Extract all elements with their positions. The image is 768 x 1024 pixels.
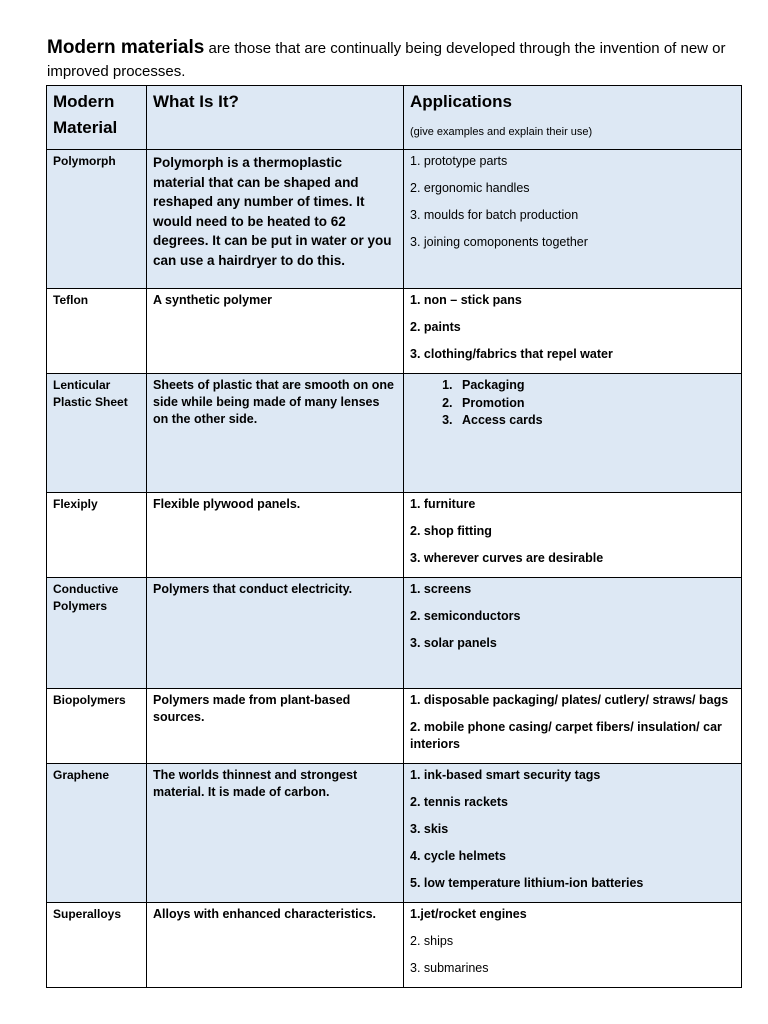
material-description: A synthetic polymer: [147, 289, 404, 374]
material-name: Flexiply: [47, 493, 147, 578]
material-description: Polymorph is a thermoplastic material that can be shaped and reshaped any number of times. It would need to be heated to 62 degrees. It can be put in water or you can use a hairdryer to do this.: [147, 150, 404, 289]
application-item: 1. disposable packaging/ plates/ cutlery/ straws/ bags: [410, 693, 729, 707]
material-description: Polymers made from plant-based sources.: [147, 689, 404, 764]
application-item: 1. furniture: [410, 497, 476, 511]
application-item: 2. ships: [410, 934, 454, 948]
application-item: 1. Packaging: [456, 377, 735, 395]
application-item: 3. solar panels: [410, 636, 497, 650]
table-row: [47, 493, 742, 578]
material-name: Lenticular Plastic Sheet: [47, 374, 147, 493]
application-item: 3. clothing/fabrics that repel water: [410, 347, 613, 361]
intro-lead: Modern materials: [47, 37, 205, 58]
material-description: The worlds thinnest and strongest material. It is made of carbon.: [147, 764, 404, 903]
application-item: 1. ink-based smart security tags: [410, 768, 601, 782]
application-item: 5. low temperature lithium-ion batteries: [410, 876, 644, 890]
table-row: [47, 374, 742, 493]
application-item: 1. prototype parts: [410, 154, 508, 168]
application-item: 2. shop fitting: [410, 524, 492, 538]
application-item: 1.jet/rocket engines: [410, 907, 527, 921]
application-item: 3. moulds for batch production: [410, 208, 579, 222]
application-item: 2. paints: [410, 320, 461, 334]
material-name: Polymorph: [47, 150, 147, 289]
application-item: 4. cycle helmets: [410, 849, 506, 863]
material-name: Superalloys: [47, 903, 147, 988]
material-name: Biopolymers: [47, 689, 147, 764]
material-description: Sheets of plastic that are smooth on one side while being made of many lenses on the other side.: [147, 374, 404, 493]
table-row: [47, 689, 742, 764]
material-description: Polymers that conduct electricity.: [147, 578, 404, 689]
material-description: Alloys with enhanced characteristics.: [147, 903, 404, 988]
material-name: Graphene: [47, 764, 147, 903]
material-applications: [404, 289, 742, 374]
table-row: [47, 150, 742, 289]
material-name: Conductive Polymers: [47, 578, 147, 689]
application-item: 1. non – stick pans: [410, 293, 522, 307]
material-applications: [404, 689, 742, 764]
header-row: [47, 86, 742, 150]
material-applications: [404, 493, 742, 578]
application-item: 2. ergonomic handles: [410, 181, 530, 195]
material-applications: [404, 578, 742, 689]
intro-paragraph: [47, 36, 727, 83]
material-description: Flexible plywood panels.: [147, 493, 404, 578]
material-applications: [404, 764, 742, 903]
header-material: Modern Material: [47, 86, 147, 150]
header-applications-label: Applications: [410, 92, 513, 111]
header-applications-note: (give examples and explain their use): [410, 126, 593, 138]
application-item: 3. joining comoponents together: [410, 235, 588, 249]
table-row: [47, 578, 742, 689]
header-what: What Is It?: [147, 86, 404, 150]
application-item: 1. screens: [410, 582, 472, 596]
material-name: Teflon: [47, 289, 147, 374]
table-row: [47, 903, 742, 988]
table-row: [47, 289, 742, 374]
application-item: 3. Access cards: [456, 412, 735, 430]
application-item: 2. tennis rackets: [410, 795, 508, 809]
header-applications: [404, 86, 742, 150]
application-item: 2. mobile phone casing/ carpet fibers/ insulation/ car interiors: [410, 720, 722, 751]
material-applications: [404, 374, 742, 493]
table-row: [47, 764, 742, 903]
application-item: 3. submarines: [410, 961, 489, 975]
application-item: 3. wherever curves are desirable: [410, 551, 604, 565]
intro-text: are those that are continually being developed through the invention of new or improved processes.: [47, 40, 726, 80]
application-item: 2. semiconductors: [410, 609, 521, 623]
material-applications: [404, 150, 742, 289]
material-applications: [404, 903, 742, 988]
materials-table: [46, 85, 742, 988]
application-item: 2. Promotion: [456, 395, 735, 413]
application-item: 3. skis: [410, 822, 449, 836]
